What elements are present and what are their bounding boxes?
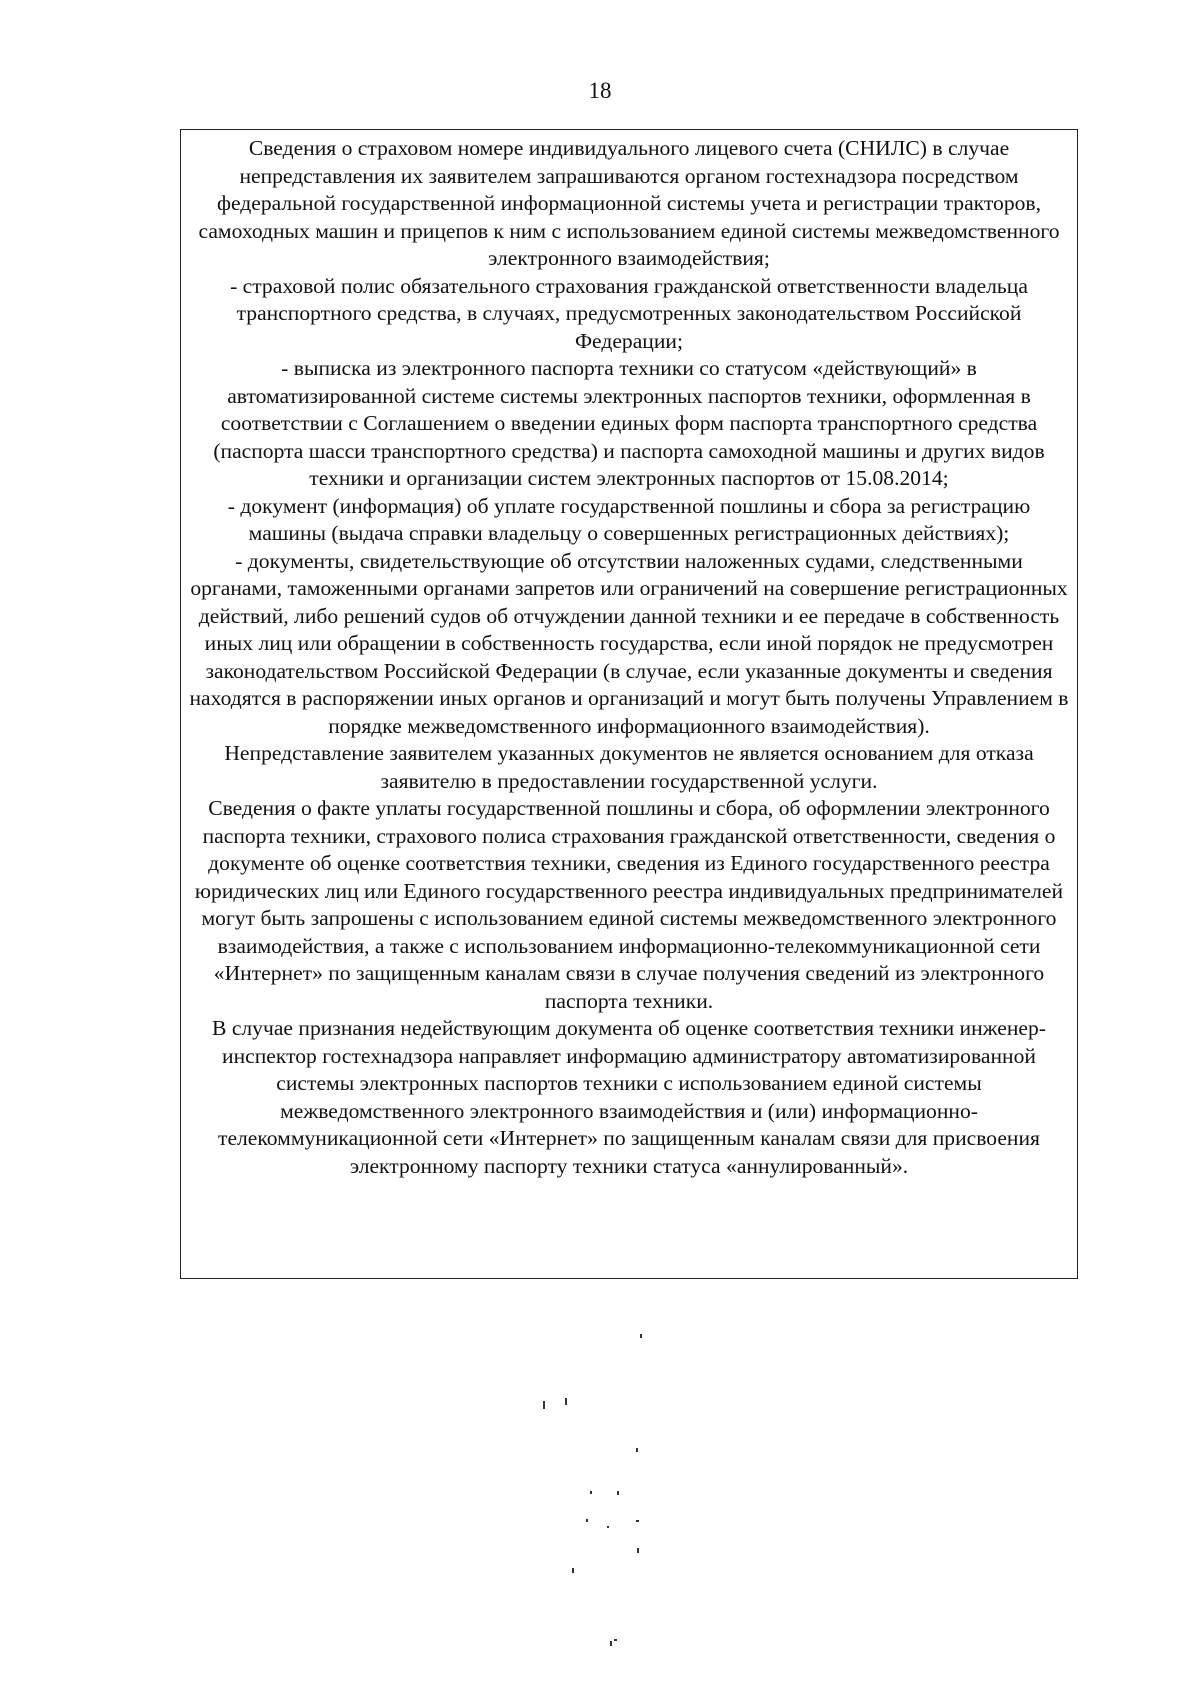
paragraph-electronic-passport-extract: - выписка из электронного паспорта техники со статусом «действующий» в автоматизированной системе системы электронных паспортов техники, оформленная в соответствии с Соглашением о введении единых форм паспорта транспортного средства (паспорта шасси транспортного средства) и паспорта самоходной машины и других видов техники и организации систем электронных паспортов от 15.08.2014; [213,356,1045,490]
paragraph-interagency-requests: Сведения о факте уплаты государственной пошлины и сбора, об оформлении электронного паспорта техники, страхового полиса страхования гражданской ответственности, сведения о документе об оценке соответствия техники, сведения из Единого государственного реестра юридических лиц или Единого государственного реестра индивидуальных предпринимателей могут быть запрошены с использованием единой системы межведомственного электронного взаимодействия, а также с использованием информационно-телекоммуникационной сети «Интернет» по защищенным каналам связи в случае получения сведений из электронного паспорта техники. [194,796,1064,1013]
scan-speck [640,1334,642,1338]
document-text-frame [180,129,1078,1279]
scan-speck [586,1519,588,1522]
page-number: 18 [588,78,612,103]
paragraph-non-submission: Непредставление заявителем указанных документов не является основанием для отказа заявителю в предоставлении государственной услуги. [224,741,1034,793]
scan-speck [543,1401,545,1409]
scan-speck [637,1548,639,1553]
paragraph-restrictions-documents: - документы, свидетельствующие об отсутствии наложенных судами, следственными органами, таможенными органами запретов или ограничений на совершение регистрационных действий, либо решений судов об отчуждении данной техники и ее передаче в собственность иных лиц или обращении в собственность государства, если иной порядок не предусмотрен законодательством Российской Федерации (в случае, если указанные документы и сведения находятся в распоряжении иных органов и организаций и могут быть получены Управлением в порядке межведомственного информационного взаимодействия). [189,548,1069,738]
paragraph-state-fee-document: - документ (информация) об уплате государственной пошлины и сбора за регистрацию машины (выдача справки владельцу о совершенных регистрационных действиях); [227,493,1031,545]
scan-speck [607,1526,609,1528]
paragraph-annulment: В случае признания недействующим документа об оценке соответствия техники инженер-инспектор гостехнадзора направляет информацию администратору автоматизированной системы электронных паспортов техники с использованием единой системы межведомственного электронного взаимодействия и (или) информационно-телекоммуникационной сети «Интернет» по защищенным каналам связи для присвоения электронному паспорту техники статуса «аннулированный». [212,1016,1046,1178]
scan-speck [614,1639,617,1641]
scan-speck [610,1641,612,1646]
scan-speck [636,1520,639,1522]
paragraph-insurance-policy: - страховой полис обязательного страхования гражданской ответственности владельца транспортного средства, в случаях, предусмотренных законодательством Российской Федерации; [230,273,1028,353]
paragraph-snils: Сведения о страховом номере индивидуального лицевого счета (СНИЛС) в случае непредставления их заявителем запрашиваются органом гостехнадзора посредством федеральной государственной информационной системы учета и регистрации тракторов, самоходных машин и прицепов к ним с использованием единой системы межведомственного электронного взаимодействия; [198,136,1060,270]
scan-speck [572,1568,574,1573]
scan-speck [617,1491,619,1495]
scan-speck [565,1398,567,1405]
scan-speck [590,1491,592,1494]
scan-speck [636,1448,638,1452]
